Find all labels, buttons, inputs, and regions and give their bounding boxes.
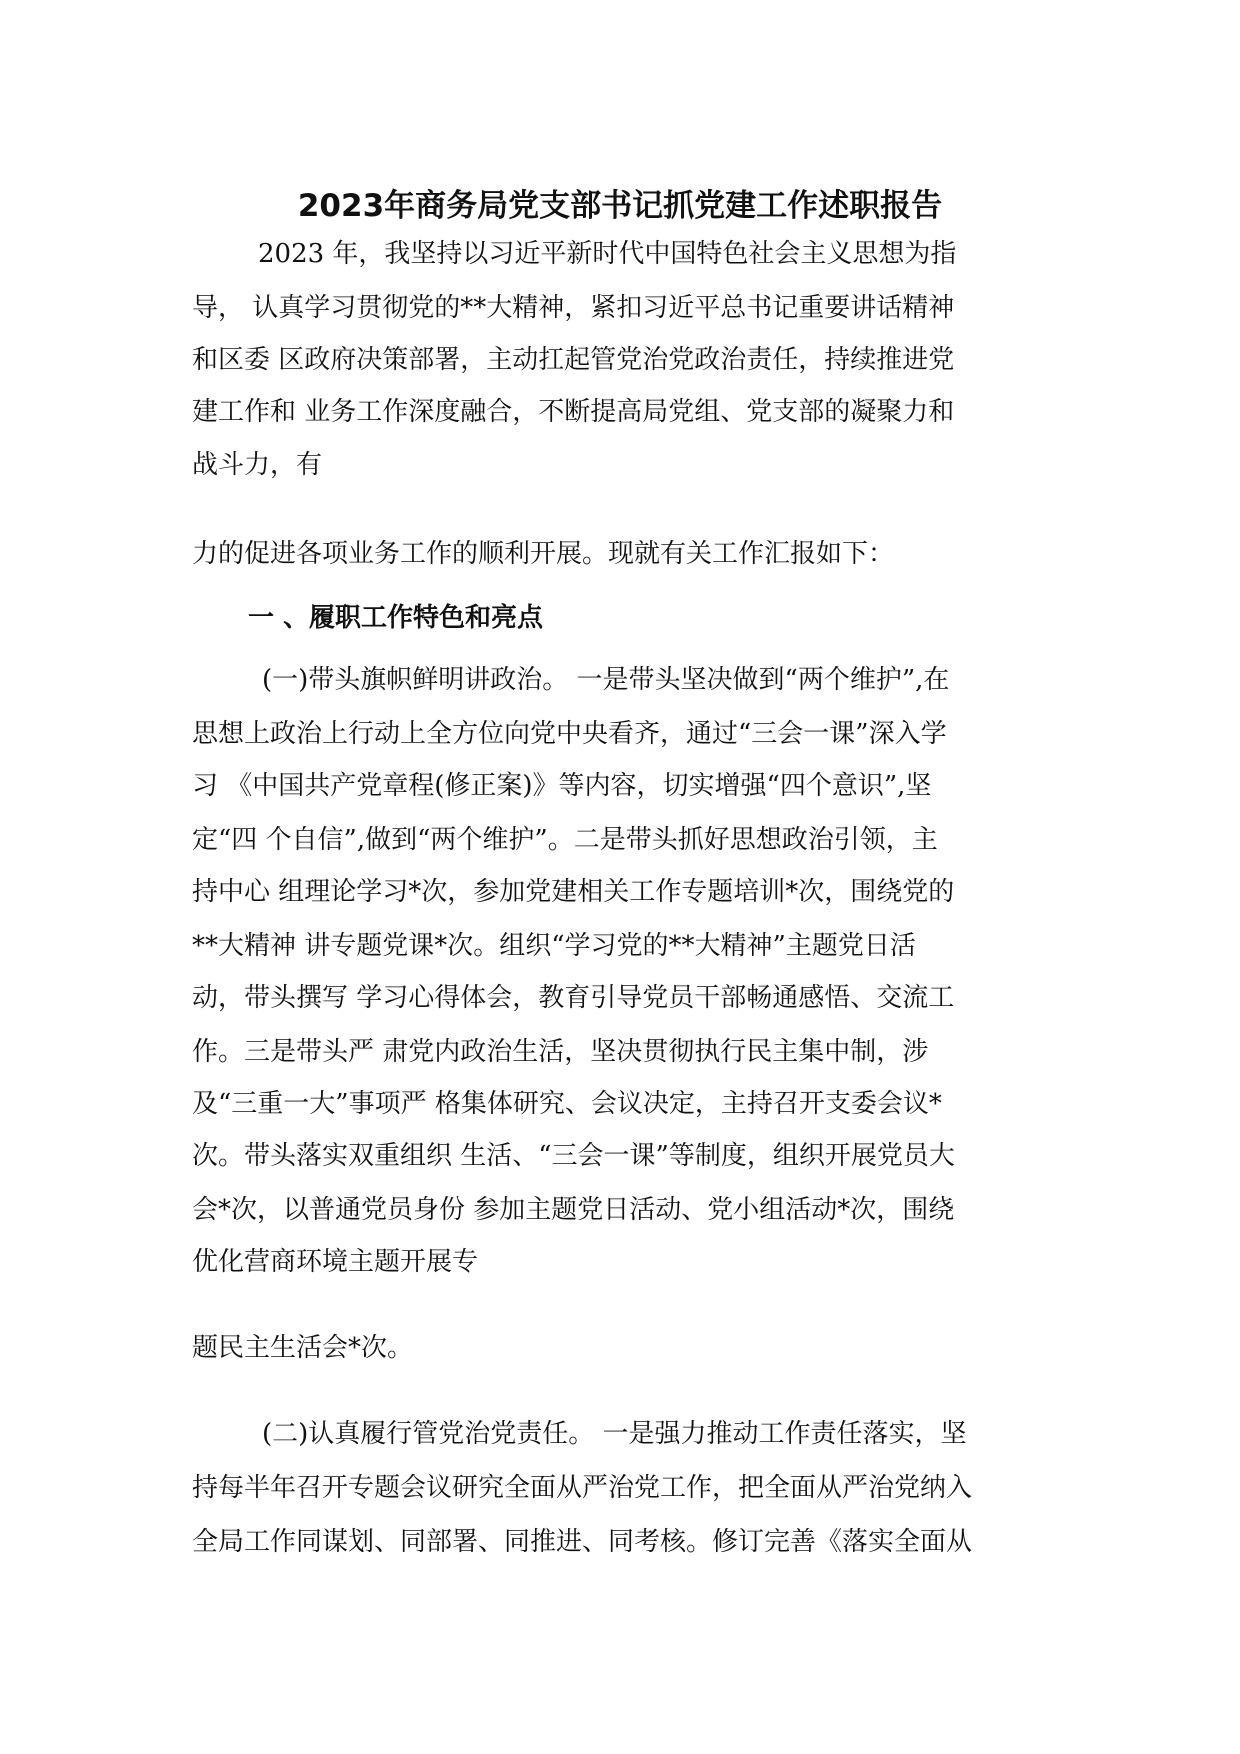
document-title: 2023年商务局党支部书记抓党建工作述职报告	[297, 188, 943, 224]
item2-line: (二)认真履行管党治党责任。 一是强力推动工作责任落实，坚	[262, 1419, 967, 1449]
intro-line: 战斗力，有	[192, 450, 323, 480]
item2-line: 全局工作同谋划、同部署、同推进、同考核。修订完善《落实全面从	[192, 1527, 973, 1557]
intro-line: 2023 年，我坚持以习近平新时代中国特色社会主义思想为指	[258, 239, 957, 269]
intro-line: 力的促进各项业务工作的顺利开展。现就有关工作汇报如下：	[192, 539, 895, 569]
item1-line: 思想上政治上行动上全方位向党中央看齐，通过“三会一课”深入学	[192, 719, 947, 749]
item1-line: 定“四 个自信”,做到“两个维护”。二是带头抓好思想政治引领，主	[192, 825, 938, 855]
item1-line: 作。三是带头严 肃党内政治生活，坚决贯彻执行民主集中制，涉	[192, 1037, 929, 1067]
item1-line: **大精神 讲专题党课*次。组织“学习党的**大精神”主题党日活	[192, 931, 916, 961]
item1-line: 会*次，以普通党员身份 参加主题党日活动、党小组活动*次，围绕	[192, 1195, 955, 1225]
item1-line: 题民主生活会*次。	[192, 1333, 414, 1363]
intro-line: 导， 认真学习贯彻党的**大精神，紧扣习近平总书记重要讲话精神	[192, 293, 955, 323]
intro-line: 建工作和 业务工作深度融合，不断提高局党组、党支部的凝聚力和	[192, 397, 955, 427]
item1-line: 优化营商环境主题开展专	[192, 1247, 479, 1277]
item1-line: 次。带头落实双重组织 生活、“三会一课”等制度，组织开展党员大	[192, 1141, 955, 1171]
section-heading: 一 、履职工作特色和亮点	[248, 603, 544, 633]
item1-line: 持中心 组理论学习*次，参加党建相关工作专题培训*次，围绕党的	[192, 877, 955, 907]
item1-line: 动，带头撰写 学习心得体会，教育引导党员干部畅通感悟、交流工	[192, 983, 955, 1013]
item1-line: (一)带头旗帜鲜明讲政治。 一是带头坚决做到“两个维护”,在	[262, 665, 950, 695]
item2-line: 持每半年召开专题会议研究全面从严治党工作，把全面从严治党纳入	[192, 1473, 973, 1503]
item1-line: 及“三重一大”事项严 格集体研究、会议决定，主持召开支委会议*	[192, 1089, 942, 1119]
item1-line: 习 《中国共产党章程(修正案)》等内容，切实增强“四个意识”,坚	[192, 771, 932, 801]
intro-line: 和区委 区政府决策部署，主动扛起管党治党政治责任，持续推进党	[192, 345, 955, 375]
